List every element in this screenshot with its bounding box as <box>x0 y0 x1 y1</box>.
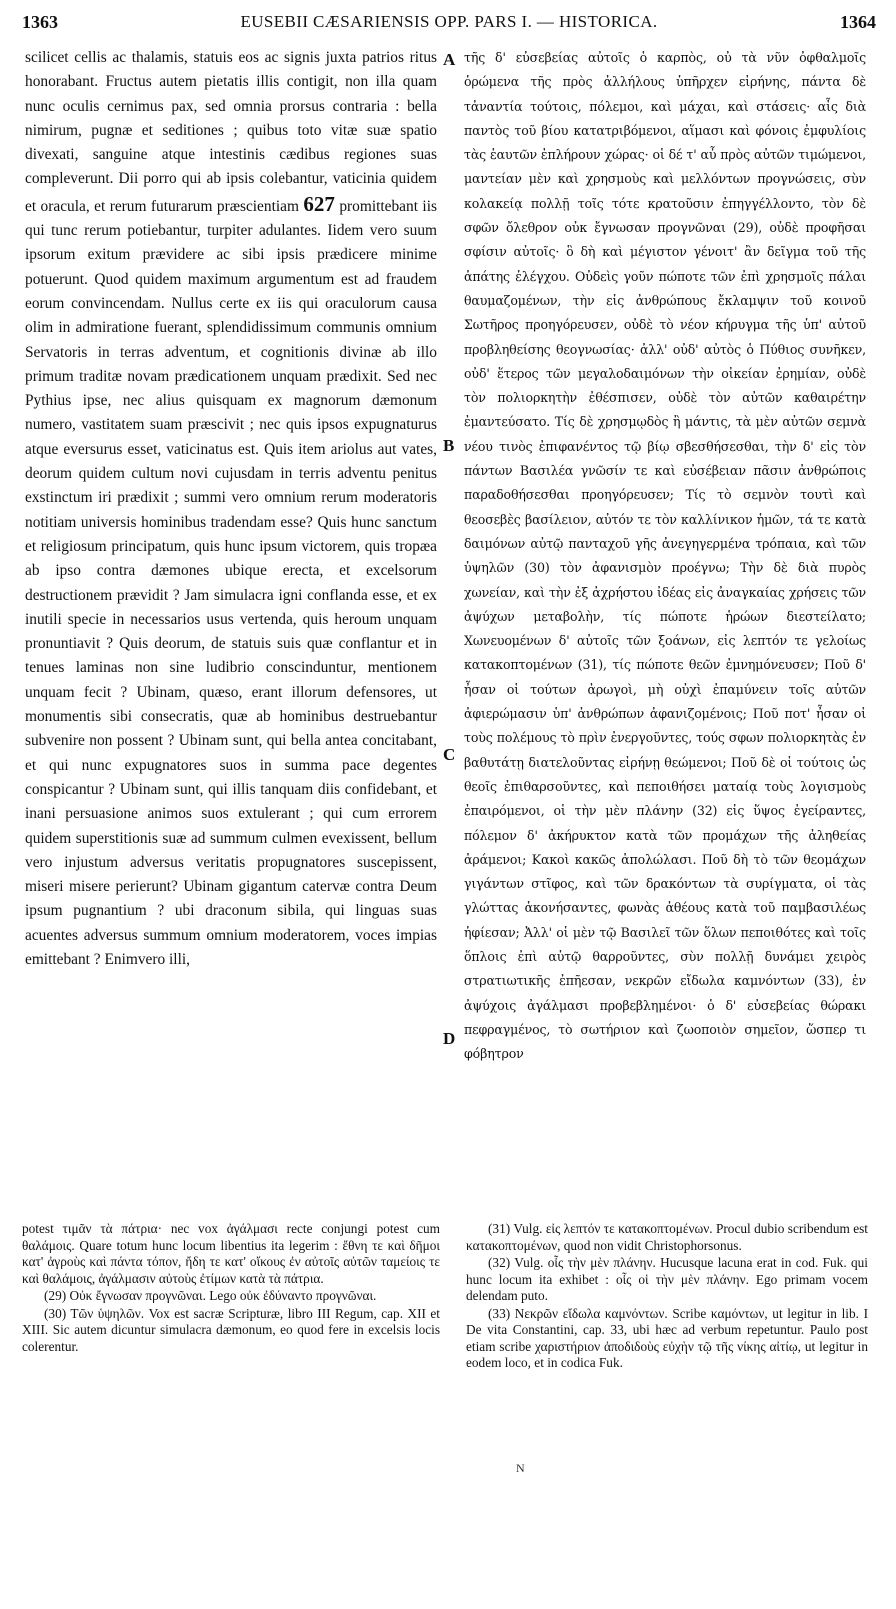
footnote-33: (33) Νεκρῶν εἴδωλα καμνόντων. Scribe καμόντων, ut legitur in lib. I De vita Constantini, cap. 33, ubi hæc ad verbum repetuntur. Paulo post etiam scribe χαριστήριον ἀποδιδοὺς εὐχὴν τῷ τῆς νίκης αἰτίῳ, ut legitur in eodem loco, et in codica Fuk. <box>466 1305 868 1370</box>
footnote-31: (31) Vulg. εἰς λεπτόν τε κατακοπτομένων. Procul dubio scribendum est κατακοπτομένων, quod non vidit Christophorsonus. <box>466 1221 868 1253</box>
page-number-left: 1363 <box>22 12 58 32</box>
latin-column <box>25 46 437 972</box>
latin-text-part-1: scilicet cellis ac thalamis, statuis eos ac signis juxta patrios ritus honorabant. Fructus autem pietatis illis contigit, non illa quam nunc oculis cernimus pax, sed omnia prorsus contraria : bella nimirum, pugnæ et seditiones ; quibus toto vitæ suæ spatio divexati, sanguine atque intestinis cædibus regiones suas compleverunt. Dii porro qui ab ipsis colebantur, vaticinia quidem et oracula, et rerum futurarum præscientiam <box>25 49 437 215</box>
latin-text <box>25 46 437 972</box>
running-head <box>22 8 876 38</box>
footnote-32: (32) Vulg. οἷς τὴν μὲν πλάνην. Hucusque lacuna erat in cod. Fuk. qui hunc locum ita exhibet : οἷς οἱ τὴν μὲν πλάνην. Ego primam vocem delendam puto. <box>466 1255 868 1303</box>
greek-text: τῆς δ' εὐσεβείας αὐτοῖς ὁ καρπὸς, οὐ τὰ νῦν ὀφθαλμοῖς ὁρώμενα τῆς πρὸς ἀλλήλους ὑπῆρχεν εἰρήνης, πάντα δὲ τἀναντία τούτοις, πόλεμοι, καὶ μάχαι, καὶ στάσεις· αἷς διὰ παντὸς τοῦ βίου κατατριβόμενοι, αἵμασι καὶ φόνοις ἐμφυλίοις τὰς ἑαυτῶν ἐπλήρουν χώρας· οἱ δέ τ' αὖ πρὸς αὐτῶν τιμώμενοι, μαντείαν μὲν καὶ χρησμοὺς καὶ μελλόντων προγνώσεις, σὺν κολακείᾳ πολλῇ τοῖς τότε κρατοῦσιν ἐπηγγέλλοντο, τὸν δὲ σφῶν ὄλεθρον οὐκ ἔγνωσαν προγνῶναι (29), οὐδὲ προφῆσαι σφίσιν αὐτοῖς· ὃ δὴ καὶ μέγιστον γένοιτ' ἂν δεῖγμα τοῦ τῆς ἀπάτης ἐλέγχου. Οὐδεὶς γοῦν πώποτε τῶν ἐπὶ χρησμοῖς πάλαι θαυμαζομένων, τὴν εἰς ἀνθρώπους ἔκλαμψιν τοῦ κοινοῦ Σωτῆρος προηγόρευσεν, οὐδὲ τὸ νέον κήρυγμα τῆς ὑπ' αὐτοῦ προβληθείσης θεογνωσίας· ἀλλ' οὐδ' αὐτὸς ὁ Πύθιος συνῆκεν, οὐδ' ἕτερος τῶν μεγαλοδαιμόνων τὴν οἰκείαν ἐρημίαν, οὐδὲ τὸν πολιορκητὴν ἐθέσπισεν, οὐδὲ τὸν αὐτῶν καθαιρέτην ἐμαντεύσατο. Τίς δὲ χρησμῳδὸς ἢ μάντις, τὰ μὲν αὐτῶν σεμνὰ νέου τινὸς ἐπιφανέντος τῷ βίῳ σβεσθήσεσθαι, τὴν δ' εἰς τὸν πάντων Βασιλέα γνῶσίν τε καὶ εὐσέβειαν πᾶσιν ἀνθρώποις παραδοθήσεσθαι προηγόρευσεν; Τίς τὸ σεμνὸν τουτὶ καὶ θεοσεβὲς βασίλειον, αὐτόν τε τὸν καλλίνικον ἡμῶν, τά τε κατὰ δαιμόνων αὐτῷ πανταχοῦ γῆς ἀνεγηγερμένα τρόπαια, καὶ τῶν ὑψηλῶν (30) τὸν ἀφανισμὸν προέγνω; Τὴν δὲ διὰ πυρὸς χωνείαν, καὶ τὴν ἐξ ἀχρήστου ἰδέας εἰς ἀναγκαίας χρήσεις τῶν ἀψύχων μεταβολὴν, τίς πώποτε ἡρώων διεστείλατο; Χωνευομένων δ' αὐτοῖς τῶν ξοάνων, εἰς λεπτόν τε γελοίως κατακοπτομένων (31), τίς πώποτε θεῶν ἐμνημόνευσεν; Ποῦ δ' ἦσαν οἱ τούτων ἀρωγοὶ, μὴ οὐχὶ ἐπαμύνειν τοῖς αὐτῶν ἀφιερώμασιν ὑπ' ἀνθρώπων ἀφανιζομένοις; Ποῦ ποτ' ἦσαν οἱ τοὺς πολέμους τὸ πρὶν ἐνεργοῦντες, τούς σφων πολιορκητὰς ἐν βαθυτάτῃ διατελοῦντας εἰρήνῃ θεώμενοι; Ποῦ δὲ οἱ τούτοις ὡς θεοῖς ἐπιθαρσοῦντες, καὶ πεποιθήσει ματαίᾳ τοὺς λογισμοὺς ἐπαιρόμενοι, οἱ τὴν μὲν πλάνην (32) εἰς ὕψος ἐγείραντες, πόλεμον δ' ἀκήρυκτον κατὰ τῶν προμάχων τῆς ἀληθείας ἀράμενοι; Κακοὶ κακῶς ἀπολώλασι. Ποῦ δὴ τὸ τῶν θεομάχων γιγάντων στῖφος, καὶ τῶν δρακόντων τὰ συρίγματα, οἱ τὰς γλώττας ἀκονήσαντες, φωνὰς ἀθέους κατὰ τοῦ παμβασιλέως ἠφίεσαν; Ἀλλ' οἱ μὲν τῷ Βασιλεῖ τῶν ὅλων πεποιθότες καὶ τοῖς ὅπλοις ἐπὶ αὐτῷ θαρροῦντες, σὺν πολλῇ δυνάμει χειρὸς στρατιωτικῆς ἐπῆεσαν, νεκρῶν εἴδωλα καμνόντων (33), ἐν ἀψύχοις ἀγάλμασι προβεβλημένοι· ὁ δ' εὐσεβείας θώρακι πεφραγμένος, τὸ σωτήριον καὶ ζωοποιὸν σημεῖον, ὥσπερ τι φόβητρον <box>464 50 866 1062</box>
footnote-30: (30) Τῶν ὑψηλῶν. Vox est sacræ Scripturæ, libro III Regum, cap. XII et XIII. Sic autem dicuntur simulacra dæmonum, eo quod fere in excelsis locis colerentur. <box>22 1305 440 1354</box>
printer-mark: Ν <box>516 1461 525 1475</box>
margin-letter-c: C <box>443 745 456 764</box>
footnotes-right <box>466 1221 868 1373</box>
margin-letter-b: B <box>443 436 455 455</box>
footnotes-left <box>22 1221 440 1356</box>
running-title: EUSEBII CÆSARIENSIS OPP. PARS I. — HISTORICA. <box>240 12 658 31</box>
margin-letter-a: A <box>443 50 456 69</box>
footnote-29: (29) Οὐκ ἔγνωσαν προγνῶναι. Lego οὐκ ἐδύναντο προγνῶναι. <box>44 1288 377 1303</box>
page-number-right: 1364 <box>840 12 876 32</box>
greek-column <box>464 46 866 1066</box>
column-number: 627 <box>303 191 335 216</box>
latin-text-part-2: promittebant iis qui tunc rerum potiebantur, turpiter adulantes. Iidem vero suum ipsorum exitum prævidere ac sibi ipsis prædicere minime potuerunt. Quod quidem maximum argumentum est ad fraudem eorum convincendam. Nullus certe ex iis qui oraculorum causa olim in admiratione fuerant, splendidissimum communis omnium Servatoris in terras adventum, et cognitionis divinæ ab illo primum traditæ novam prædicationem unquam prædixit. Sed nec Pythius ipse, nec alius quisquam ex magnorum dæmonum numero, vastitatem suam præscivit ; nec quis ipsos expugnaturus atque eversurus esset, vaticinatus est. Quis item ariolus aut vates, deorum quidem cultum novi cujusdam in terris adventu penitus exstinctum iri prædixit ; summi vero omnium rerum moderatoris notitiam universis hominibus tradendam esse? Quis hunc sanctum et religiosum principatum, quis hunc ipsum victorem, quis tropæa ab ipso contra dæmones ubique erecta, et excelsorum destructionem prævidit ? Jam simulacra igni conflanda esse, et ex inutili specie in necessarios usus vertenda, quis heroum unquam pronuntiavit ? Quis deorum, de statuis suis quæ conflantur et in tenues laminas non sine ludibrio conscinduntur, mentionem unquam fecit ? Ubinam, quæso, erant illorum defensores, ut monumentis sibi consecratis, quæ ab hominibus destruebantur subvenire non possent ? Ubinam sunt, qui bella antea concitabant, et qui nunc expugnatores suos in summa pace degentes conspicantur ? Ubinam sunt, qui illis tanquam diis confidebant, et inani persuasione animos suos extulerant ; qui cum errorem quidem superstitionis suæ ad summum culmen evexissent, bellum vero injustum adversus veritatis propugnatores suscepissent, miseri misere perierunt? Ubinam gigantum catervæ contra Deum ipsum pugnantium ? ubi draconum sibila, qui linguas suas acuentes adversus summum omnium moderatorem, voces impias emittebant ? Enimvero illi, <box>25 197 437 968</box>
footnote-continuation: potest τιμᾶν τὰ πάτρια· nec vox ἀγάλμασι recte conjungi potest cum θαλάμοις. Quare totum hunc locum libentius ita legerim : ἔθνη τε καὶ δῆμοι κατ' ἀγροὺς καὶ πάντα τόπον, ἤδη τε κατ' οἴκους ἐν αὐτοῖς αὐτῶν ταμείοις τε καὶ θαλάμοις, ἀγάλμασιν αὐτοὺς ἐτίμων κατὰ τὰ πάτρια. <box>22 1221 440 1286</box>
margin-letter-d: D <box>443 1029 456 1048</box>
